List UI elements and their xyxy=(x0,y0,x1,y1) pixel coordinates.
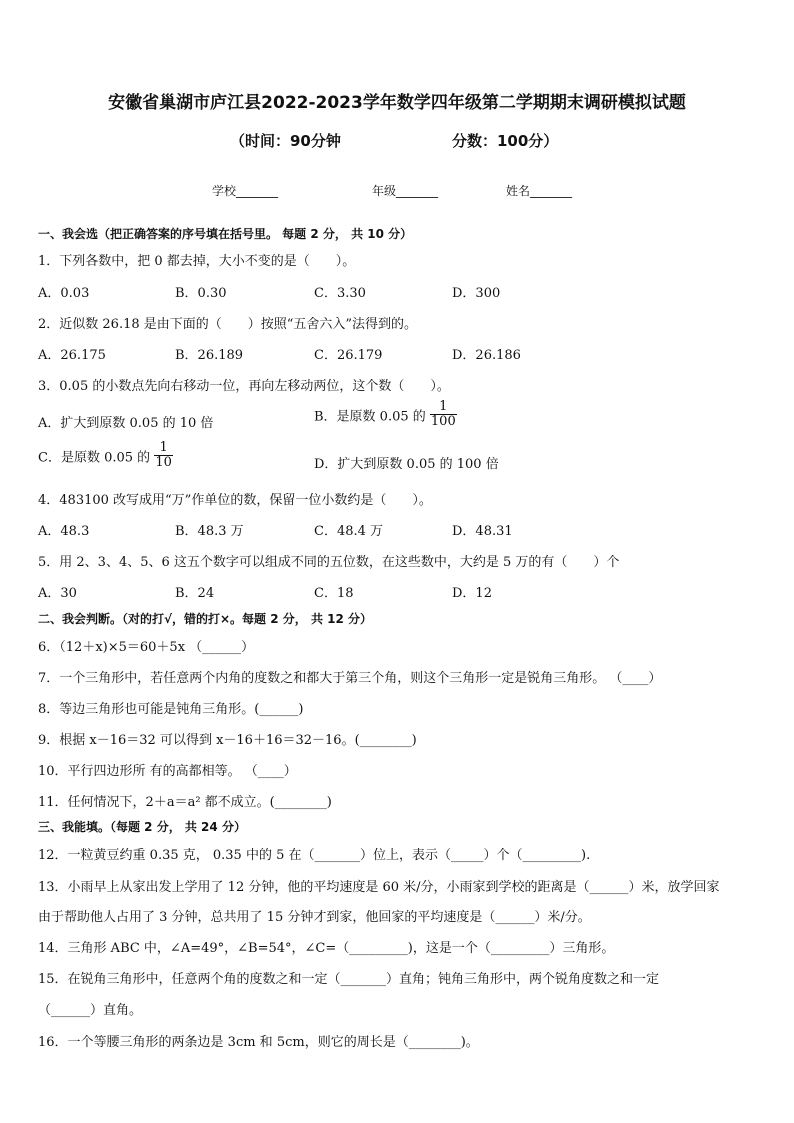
q1-option-b: B．0.30 xyxy=(175,286,227,301)
q4-option-c: C．48.4 万 xyxy=(314,524,384,539)
q3-option-d: D．扩大到原数 0.05 的 100 倍 xyxy=(314,457,499,472)
q13-line-1: 13．小雨早上从家出发上学用了 12 分钟，他的平均速度是 60 米/分，小雨家到学校的距离是（______）米，放学回家 xyxy=(38,880,720,895)
q9: 9．根据 x－16＝32 可以得到 x－16＋16＝32－16。(________) xyxy=(38,733,417,748)
q3-option-c-fraction xyxy=(154,441,173,471)
q11: 11．任何情况下，2＋a＝a² 都不成立。(________) xyxy=(38,795,332,810)
exam-score: 分数：100分） xyxy=(452,132,559,150)
q2-option-a: A．26.175 xyxy=(38,348,106,363)
q5-option-a: A．30 xyxy=(38,586,77,601)
q3-option-c xyxy=(38,441,173,471)
q12: 12．一粒黄豆约重 0.35 克， 0.35 中的 5 在（_______）位上，表示（_____）个（_________). xyxy=(38,848,591,863)
q4-stem: 4．483100 改写成用“万”作单位的数，保留一位小数约是（ ）。 xyxy=(38,493,432,508)
q1-stem: 1．下列各数中，把 0 都去掉，大小不变的是（ ）。 xyxy=(38,254,356,269)
q16: 16．一个等腰三角形的两条边是 3cm 和 5cm，则它的周长是（________)。 xyxy=(38,1035,479,1050)
q3-option-b xyxy=(314,400,457,430)
q15-line-1: 15．在锐角三角形中，任意两个角的度数之和一定（_______）直角；钝角三角形中，两个锐角度数之和一定 xyxy=(38,972,660,987)
q7: 7．一个三角形中，若任意两个内角的度数之和都大于第三个角，则这个三角形一定是锐角三角形。 （____） xyxy=(38,671,662,686)
q2-option-b: B．26.189 xyxy=(175,348,244,363)
q4-option-b: B．48.3 万 xyxy=(175,524,244,539)
q3-option-c-text: C．是原数 0.05 的 xyxy=(38,450,151,466)
section-1-heading: 一、我会选（把正确答案的序号填在括号里。 每题 2 分， 共 10 分） xyxy=(38,227,413,241)
school-field: 学校_______ xyxy=(212,184,279,198)
q6: 6．（12＋x)×5＝60＋5x （______） xyxy=(38,640,255,655)
q5-stem: 5．用 2、3、4、5、6 这五个数字可以组成不同的五位数，在这些数中，大约是 5 万的有（ ）个 xyxy=(38,555,620,570)
exam-time: （时间：90分钟 xyxy=(230,132,341,150)
section-3-heading: 三、我能填。（每题 2 分， 共 24 分） xyxy=(38,820,246,834)
q2-option-d: D．26.186 xyxy=(452,348,521,363)
page-title: 安徽省巢湖市庐江县2022-2023学年数学四年级第二学期期末调研模拟试题 xyxy=(108,93,686,113)
q5-option-d: D．12 xyxy=(452,586,492,601)
q4-option-a: A．48.3 xyxy=(38,524,90,539)
section-2-heading: 二、我会判断。（对的打√，错的打×。每题 2 分， 共 12 分） xyxy=(38,612,372,626)
q1-option-c: C．3.30 xyxy=(314,286,366,301)
q5-option-b: B．24 xyxy=(175,586,215,601)
q15-line-2: （______）直角。 xyxy=(38,1003,143,1018)
q5-option-c: C．18 xyxy=(314,586,354,601)
q13-line-2: 由于帮助他人占用了 3 分钟，总共用了 15 分钟才到家，他回家的平均速度是（______）米/分。 xyxy=(38,910,591,925)
q2-option-c: C．26.179 xyxy=(314,348,383,363)
fraction-numerator: 1 xyxy=(430,400,457,415)
fraction-numerator: 1 xyxy=(154,441,173,456)
q4-option-d: D．48.31 xyxy=(452,524,513,539)
q3-option-a: A．扩大到原数 0.05 的 10 倍 xyxy=(38,416,214,431)
q1-option-d: D．300 xyxy=(452,286,501,301)
q1-option-a: A．0.03 xyxy=(38,286,90,301)
q2-stem: 2．近似数 26.18 是由下面的（ ）按照“五舍六入”法得到的。 xyxy=(38,317,418,332)
q3-stem: 3．0.05 的小数点先向右移动一位，再向左移动两位，这个数（ ）。 xyxy=(38,379,450,394)
q3-option-b-fraction xyxy=(430,400,457,430)
q3-option-b-text: B．是原数 0.05 的 xyxy=(314,409,426,425)
q8: 8．等边三角形也可能是钝角三角形。(______) xyxy=(38,702,304,717)
q10: 10．平行四边形所 有的高都相等。 （____） xyxy=(38,764,297,779)
q14: 14．三角形 ABC 中，∠A=49°，∠B=54°，∠C=（_________)，这是一个（_________）三角形。 xyxy=(38,941,615,956)
grade-field: 年级_______ xyxy=(372,184,439,198)
fraction-denominator: 10 xyxy=(155,455,172,471)
name-field: 姓名_______ xyxy=(506,184,573,198)
fraction-denominator: 100 xyxy=(430,414,456,430)
